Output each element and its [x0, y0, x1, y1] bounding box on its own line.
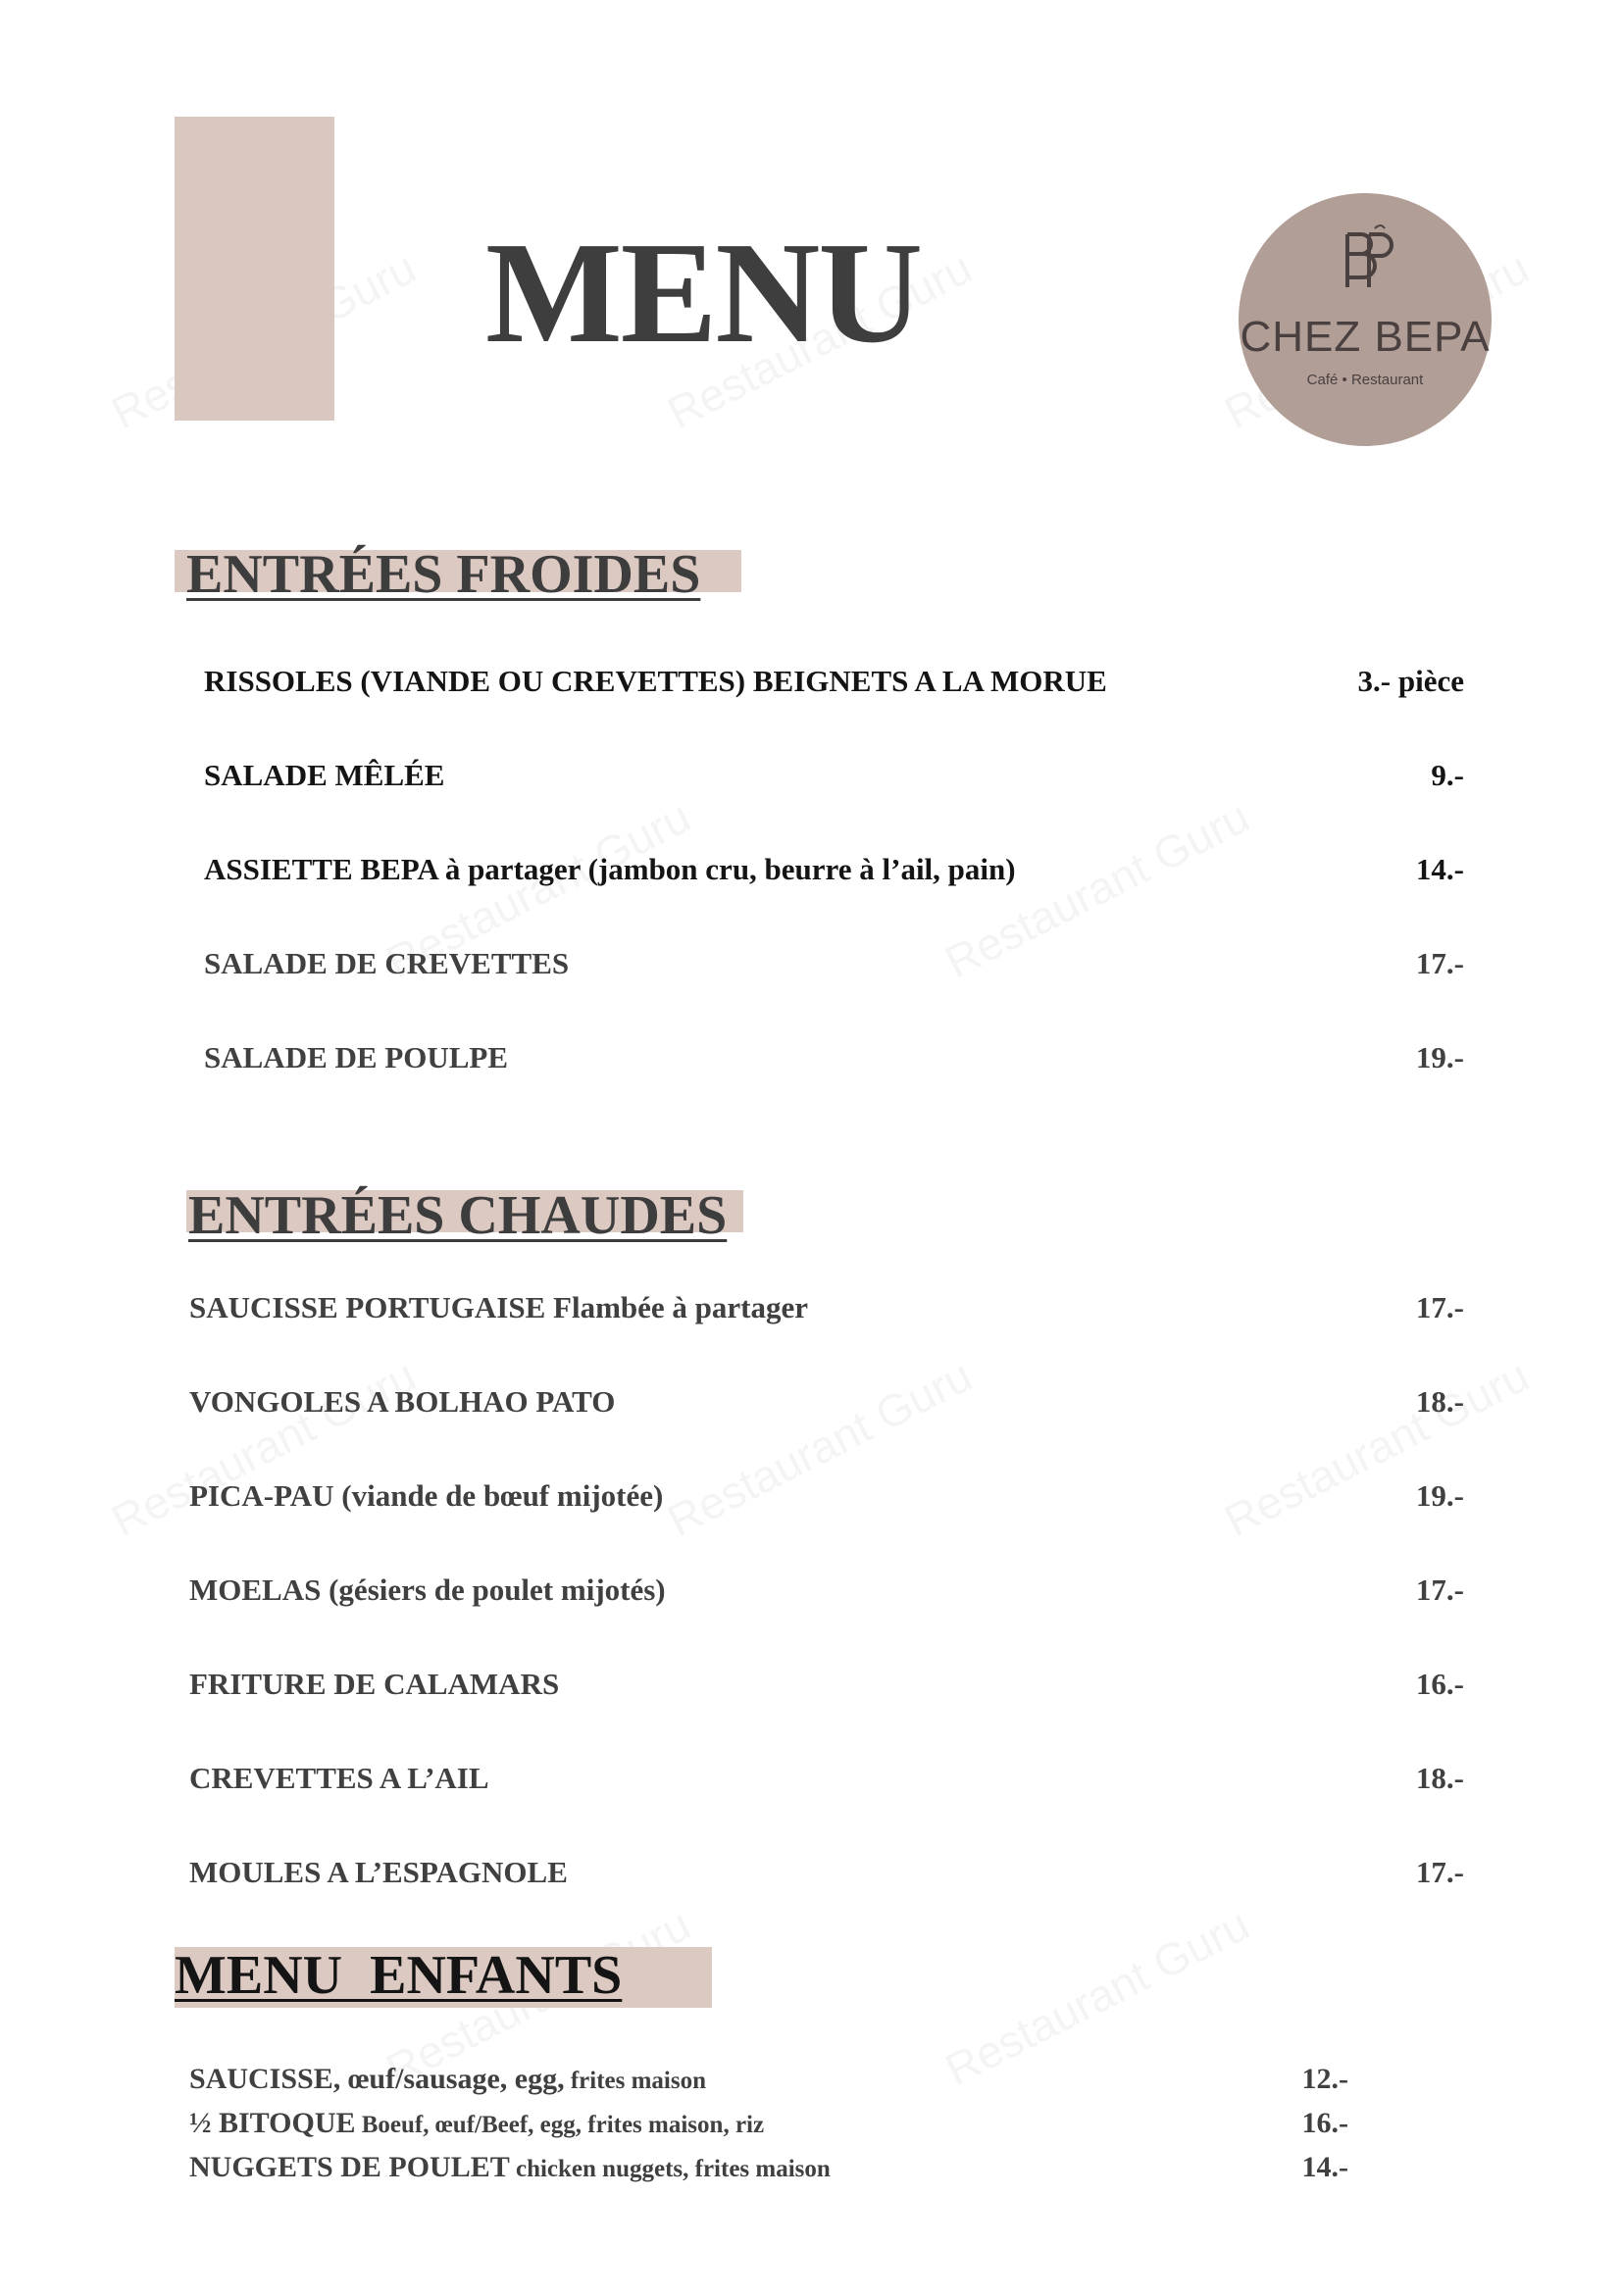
- item-name: NUGGETS DE POULET: [189, 2151, 510, 2183]
- menu-item: [189, 2148, 1348, 2187]
- menu-item: [189, 2060, 1348, 2099]
- item-name: RISSOLES (VIANDE OU CREVETTES) BEIGNETS A LA MORUE: [204, 664, 1107, 698]
- menu-item: [189, 1476, 1464, 1516]
- item-price: 17.-: [1415, 1572, 1464, 1607]
- item-description: Flambée à partager: [545, 1290, 809, 1324]
- item-price: 16.-: [1301, 2107, 1348, 2139]
- menu-item: [189, 1571, 1464, 1610]
- menu-item: [204, 756, 1464, 795]
- item-name: SAUCISSE PORTUGAISE: [189, 1290, 546, 1324]
- menu-item: [204, 944, 1464, 983]
- item-name: VONGOLES A BOLHAO PATO: [189, 1384, 616, 1419]
- item-price: 19.-: [1415, 1040, 1464, 1074]
- menu-item: [189, 1382, 1464, 1422]
- menu-item: [189, 2104, 1348, 2143]
- item-description: (viande de bœuf mijotée): [333, 1478, 664, 1513]
- watermark-text: [659, 1349, 981, 1547]
- menu-item: [189, 1665, 1464, 1704]
- item-price: 18.-: [1415, 1384, 1464, 1419]
- restaurant-logo: [1239, 193, 1492, 446]
- item-name: MOELAS: [189, 1572, 322, 1607]
- item-description: Boeuf, œuf/Beef, egg, frites maison, riz: [355, 2112, 765, 2138]
- item-name: SALADE DE POULPE: [204, 1040, 509, 1074]
- item-description: chicken nuggets, frites maison: [509, 2156, 831, 2182]
- item-price: 3.- pièce: [1357, 664, 1464, 698]
- section-title-entrees-froides: ENTRÉES FROIDES: [186, 544, 701, 605]
- item-price: 17.-: [1415, 946, 1464, 980]
- logo-mark-icon: [1239, 223, 1492, 306]
- item-price: 14.-: [1301, 2151, 1348, 2183]
- item-price: 17.-: [1415, 1855, 1464, 1889]
- section-title-menu-enfants: MENU ENFANTS: [175, 1945, 623, 2006]
- item-price: 16.-: [1415, 1667, 1464, 1701]
- menu-item: [204, 850, 1464, 889]
- item-description: à partager (jambon cru, beurre à l’ail, pain): [437, 852, 1016, 886]
- menu-item: [189, 1288, 1464, 1327]
- logo-subtitle: Café • Restaurant: [1306, 372, 1424, 388]
- page-title: MENU: [485, 213, 922, 374]
- item-name: ASSIETTE BEPA: [204, 852, 438, 886]
- item-price: 9.-: [1431, 758, 1464, 792]
- menu-item: [204, 662, 1464, 701]
- menu-item: [189, 1759, 1464, 1798]
- item-name: SAUCISSE, œuf/sausage, egg,: [189, 2063, 565, 2095]
- item-name: ½ BITOQUE: [189, 2107, 356, 2139]
- menu-item: [204, 1038, 1464, 1077]
- item-price: 12.-: [1301, 2063, 1348, 2095]
- item-description: (gésiers de poulet mijotés): [321, 1572, 666, 1607]
- item-name: PICA-PAU: [189, 1478, 334, 1513]
- item-name: MOULES A L’ESPAGNOLE: [189, 1855, 568, 1889]
- item-name: SALADE MÊLÉE: [204, 758, 445, 792]
- decorative-block: [175, 117, 334, 421]
- menu-item: [189, 1853, 1464, 1892]
- watermark-text: [1216, 1349, 1538, 1547]
- item-price: 17.-: [1415, 1290, 1464, 1324]
- item-name: CREVETTES A L’AIL: [189, 1761, 489, 1795]
- item-name: FRITURE DE CALAMARS: [189, 1667, 560, 1701]
- logo-name: CHEZ BEPA: [1240, 313, 1491, 361]
- item-name: SALADE DE CREVETTES: [204, 946, 570, 980]
- item-description: frites maison: [564, 2068, 706, 2094]
- item-price: 18.-: [1415, 1761, 1464, 1795]
- section-title-entrees-chaudes: ENTRÉES CHAUDES: [188, 1185, 728, 1246]
- item-price: 14.-: [1415, 852, 1464, 886]
- item-price: 19.-: [1415, 1478, 1464, 1513]
- watermark-text: [103, 1349, 425, 1547]
